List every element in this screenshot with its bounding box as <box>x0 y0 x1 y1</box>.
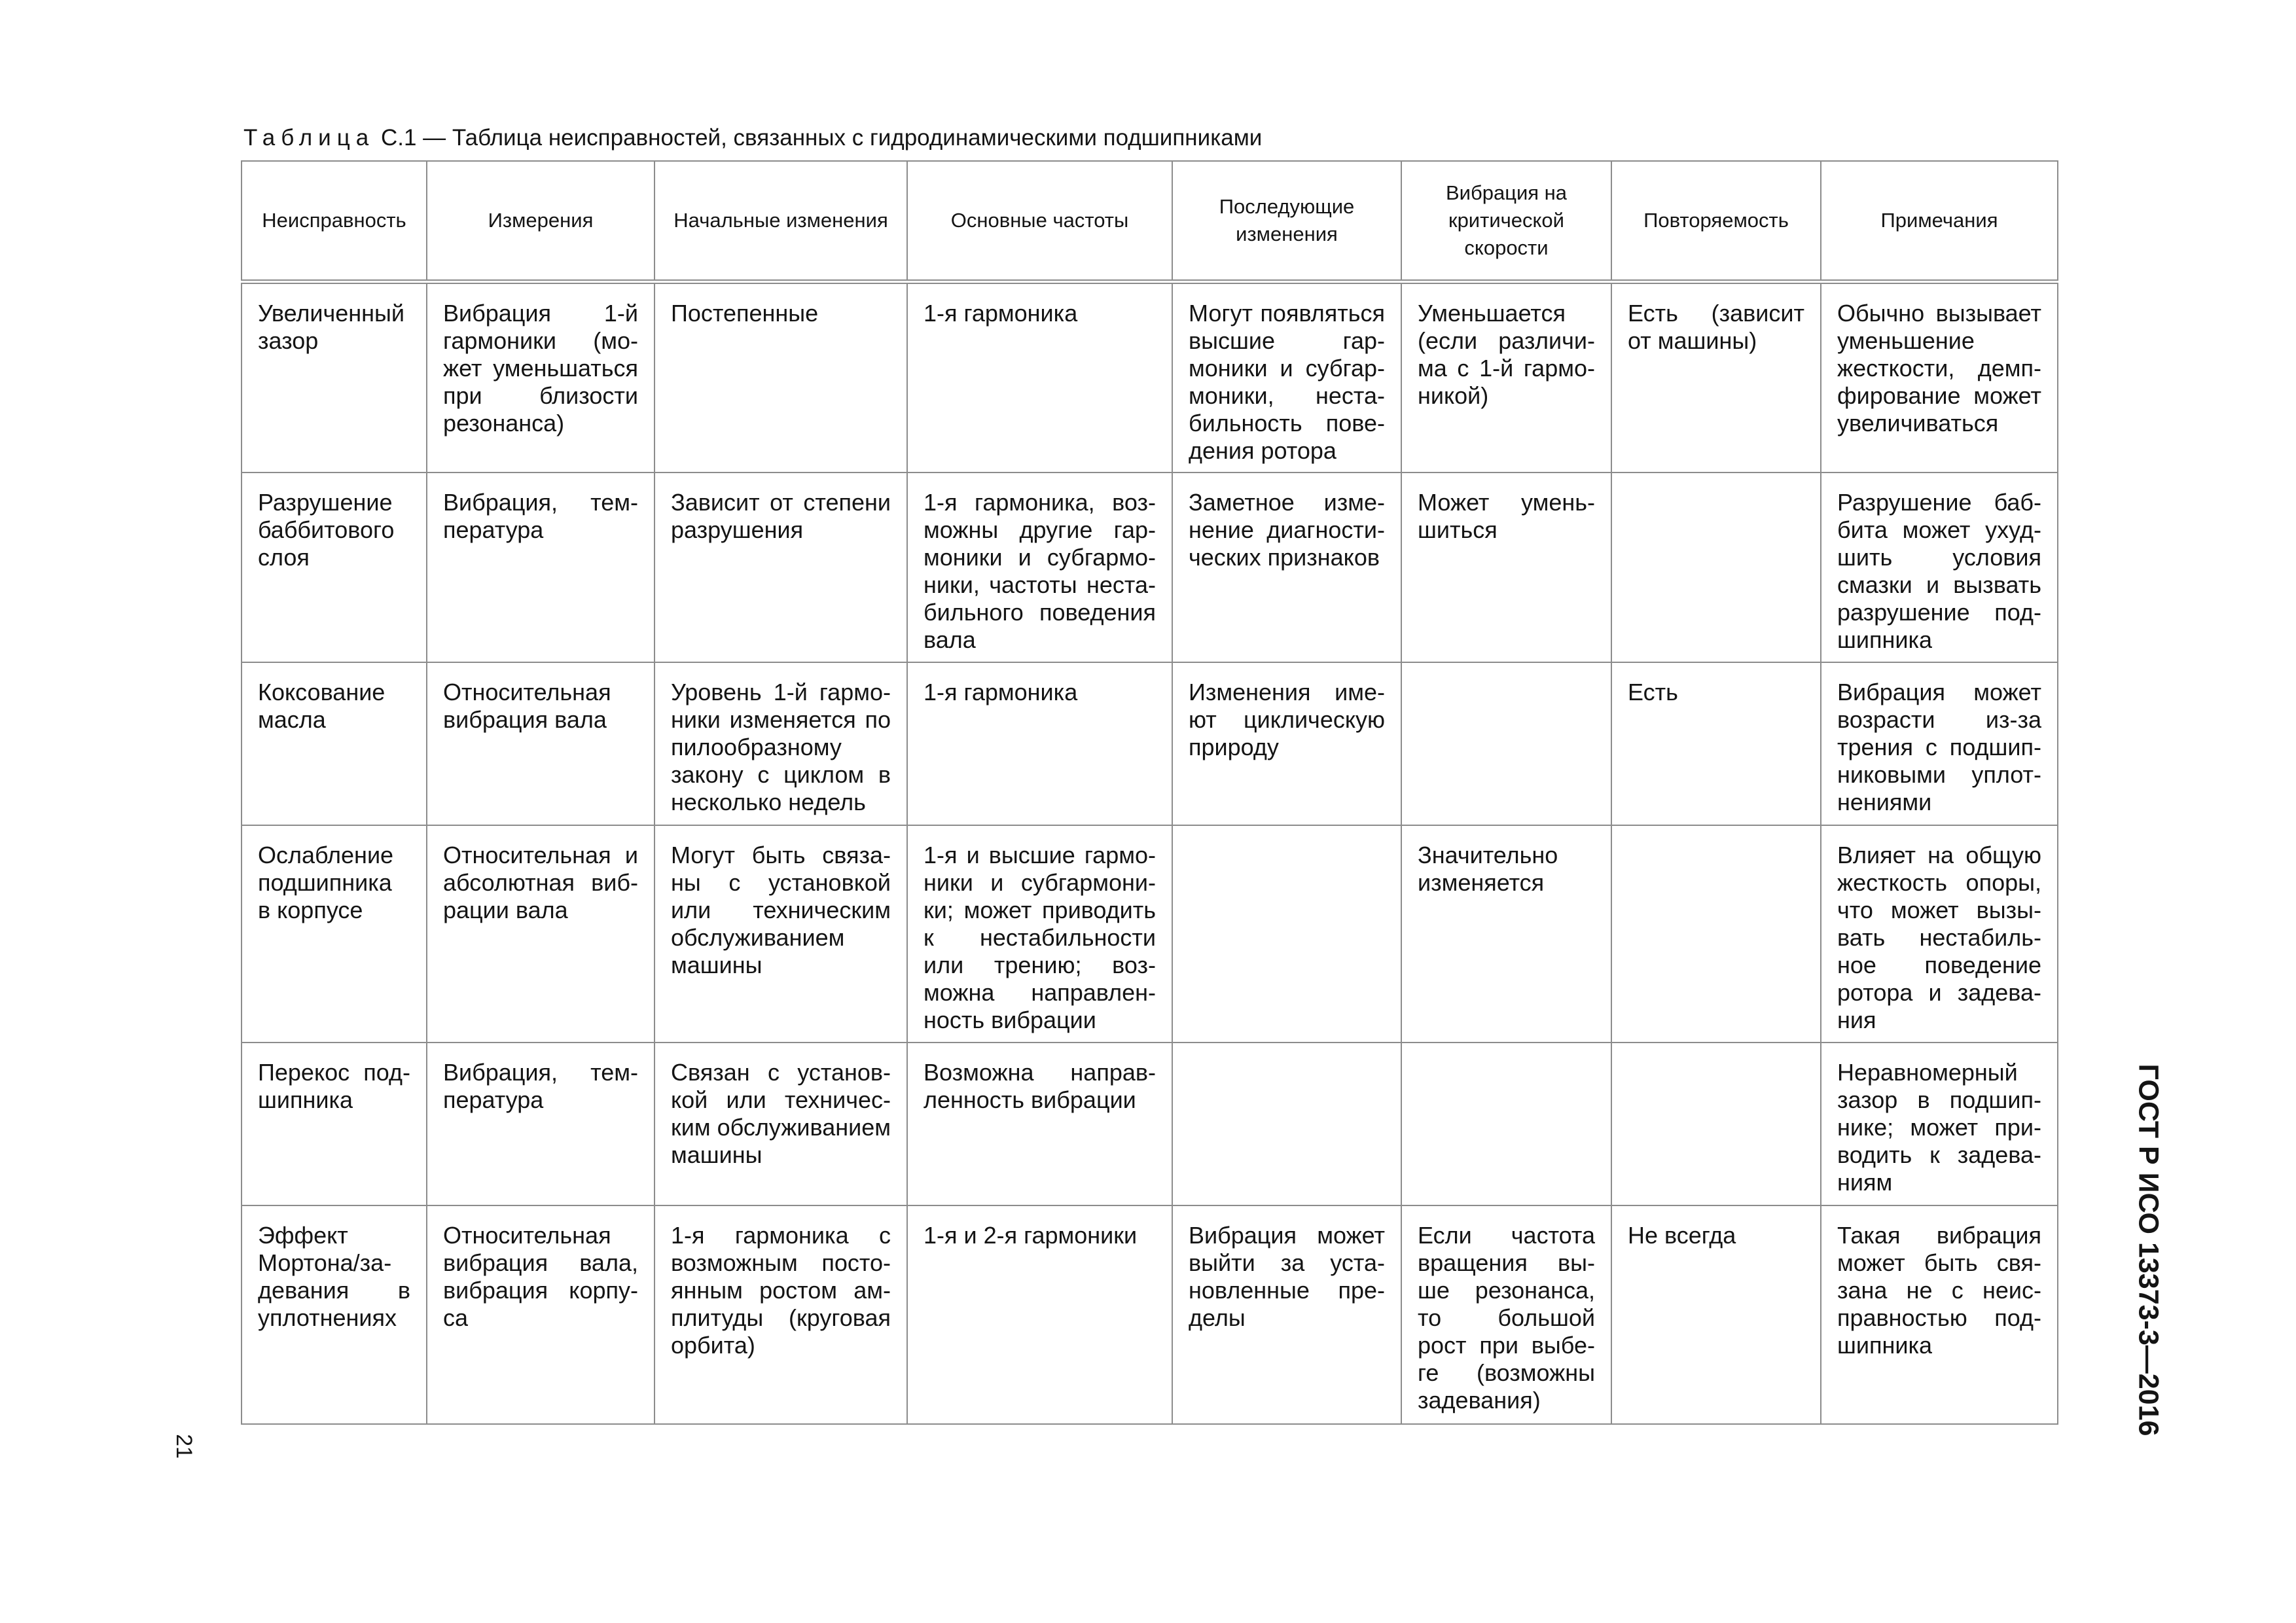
table-caption-prefix: Таблица <box>243 125 375 151</box>
table-cell: Разрушение баббита может ухудшить условия смазки и вызвать разрушение подшипника <box>1821 473 2058 662</box>
table-row <box>242 825 2058 1043</box>
table-cell: 1-я гармоника, возможны другие гармоники и субгармоники, частоты нестабильного поведения вала <box>907 473 1172 662</box>
column-header: Последующие изменения <box>1172 161 1401 282</box>
table-cell <box>1172 825 1401 1043</box>
table-cell: Вибрация может возрасти из-за трения с подшипниковыми уплотнениями <box>1821 662 2058 825</box>
column-header: Повторяемость <box>1611 161 1821 282</box>
table-cell: Неравномерный зазор в подшипнике; может приводить к задеваниям <box>1821 1043 2058 1205</box>
table-cell: Могут появляться высшие гармоники и субгармоники, нестабильность поведения ротора <box>1172 282 1401 473</box>
table-cell: Вибрация, температура <box>427 1043 655 1205</box>
table-cell <box>1172 1043 1401 1205</box>
table-cell: 1-я гармоника <box>907 282 1172 473</box>
column-header: Неисправность <box>242 161 427 282</box>
table-cell: Есть <box>1611 662 1821 825</box>
table-cell: Вибрация 1-й гармоники (может уменьшаться при близости резонанса) <box>427 282 655 473</box>
table-cell: Коксование масла <box>242 662 427 825</box>
table-row <box>242 1205 2058 1424</box>
table-cell: Могут быть связаны с установкой или техническим обслуживанием машины <box>655 825 907 1043</box>
table-cell <box>1401 662 1611 825</box>
table-cell: Есть (зависит от машины) <box>1611 282 1821 473</box>
table-row <box>242 282 2058 473</box>
page-number: 21 <box>171 1434 196 1459</box>
table-cell: Если частота вращения выше резонанса, то большой рост при выбеге (возможны задевания) <box>1401 1205 1611 1424</box>
table-cell: Может уменьшиться <box>1401 473 1611 662</box>
table-cell: Изменения имеют циклическую природу <box>1172 662 1401 825</box>
table-cell: 1-я гармоника <box>907 662 1172 825</box>
table-cell: 1-я гармоника с возможным постоянным ростом амплитуды (круговая орбита) <box>655 1205 907 1424</box>
table-caption-text: С.1 — Таблица неисправностей, связанных с гидродинамическими подшипниками <box>374 125 1263 151</box>
table-cell: Влияет на общую жесткость опоры, что может вызывать нестабильное поведение ротора и задевания <box>1821 825 2058 1043</box>
table-cell: Связан с установкой или техническим обслуживанием машины <box>655 1043 907 1205</box>
table-cell: 1-я и высшие гармоники и субгармоники; может приводить к нестабильности или трению; возможна направленность вибрации <box>907 825 1172 1043</box>
table-cell: Заметное изменение диагностических признаков <box>1172 473 1401 662</box>
column-header: Начальные изменения <box>655 161 907 282</box>
table-cell: Такая вибрация может быть связана не с неисправностью подшипника <box>1821 1205 2058 1424</box>
table-cell <box>1611 1043 1821 1205</box>
table-cell: Возможна направленность вибрации <box>907 1043 1172 1205</box>
column-header: Вибрация на критической скорости <box>1401 161 1611 282</box>
table-cell <box>1611 825 1821 1043</box>
table-cell: Уменьшается (если различима с 1-й гармоникой) <box>1401 282 1611 473</box>
table-row <box>242 662 2058 825</box>
table-caption <box>243 123 1262 153</box>
table-cell: Зависит от степени разрушения <box>655 473 907 662</box>
table-cell: Перекос подшипника <box>242 1043 427 1205</box>
table-cell: Относительная вибрация вала, вибрация корпуса <box>427 1205 655 1424</box>
standard-id-box <box>2128 1063 2168 1436</box>
column-header: Примечания <box>1821 161 2058 282</box>
table-cell: Уровень 1-й гармоники изменяется по пилообразному закону с циклом в несколько недель <box>655 662 907 825</box>
column-header: Основные частоты <box>907 161 1172 282</box>
table-cell <box>1611 473 1821 662</box>
table-cell <box>1401 1043 1611 1205</box>
table-cell: Увеличенный зазор <box>242 282 427 473</box>
faults-table <box>241 160 2058 1425</box>
table-cell: Обычно вызывает уменьшение жесткости, демпфирование может увеличиваться <box>1821 282 2058 473</box>
table-cell: Относительная и абсолютная вибрации вала <box>427 825 655 1043</box>
table-cell: Постепенные <box>655 282 907 473</box>
header-row <box>242 161 2058 282</box>
table-row <box>242 473 2058 662</box>
table-cell: Не всегда <box>1611 1205 1821 1424</box>
table-cell: 1-я и 2-я гармоники <box>907 1205 1172 1424</box>
standard-id: ГОСТ Р ИСО 13373-3—2016 <box>2132 1063 2164 1436</box>
table-cell: Вибрация может выйти за установленные пределы <box>1172 1205 1401 1424</box>
table-cell: Вибрация, температура <box>427 473 655 662</box>
table-row <box>242 1043 2058 1205</box>
table-cell: Разрушение баббитового слоя <box>242 473 427 662</box>
table-cell: Ослабление подшипника в корпусе <box>242 825 427 1043</box>
table-cell: Относительная вибрация вала <box>427 662 655 825</box>
table-cell: Эффект Мортона/задевания в уплотнениях <box>242 1205 427 1424</box>
table-cell: Значительно изменяется <box>1401 825 1611 1043</box>
column-header: Измерения <box>427 161 655 282</box>
